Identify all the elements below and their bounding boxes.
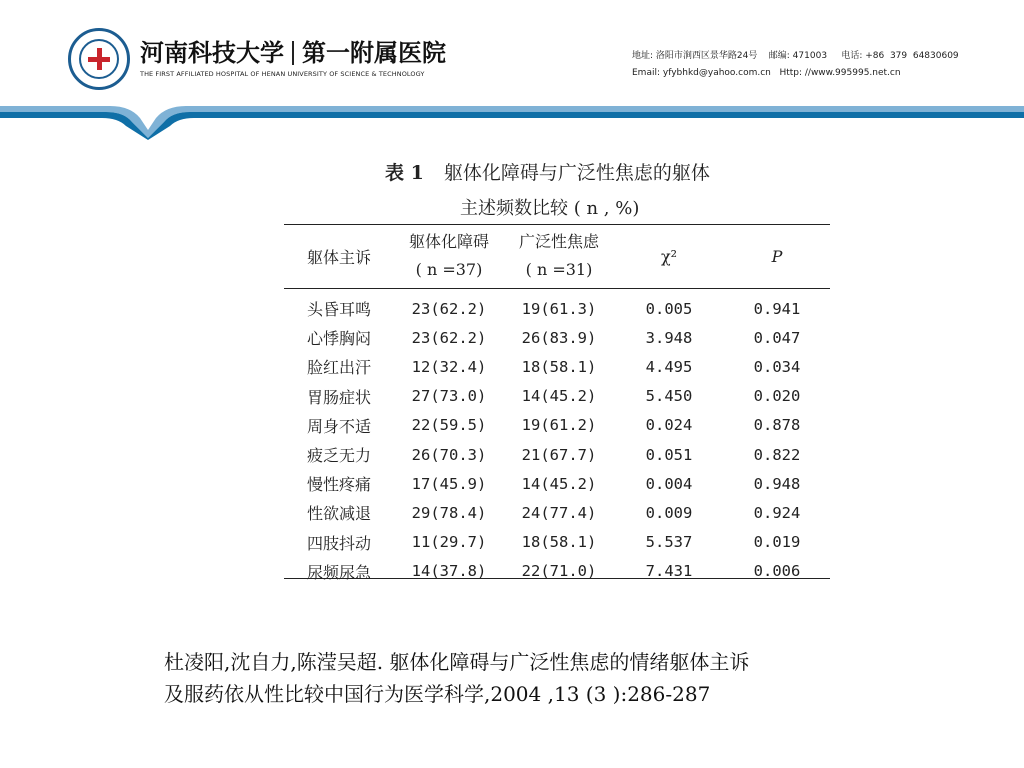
cell-p: 0.924	[753, 503, 801, 522]
name-separator	[292, 41, 294, 65]
cell-somatization: 26(70.3)	[411, 445, 487, 464]
cell-symptom: 头昏耳鸣	[306, 300, 371, 320]
cell-p: 0.941	[753, 299, 801, 318]
cell-somatization: 22(59.5)	[411, 416, 487, 435]
table-title-text: 躯体化障碍与广泛性焦虑的躯体	[443, 162, 710, 184]
cell-chi2: 0.051	[645, 445, 693, 464]
cell-anxiety: 21(67.7)	[521, 445, 597, 464]
data-table	[284, 224, 830, 586]
table-row	[284, 382, 830, 411]
cell-symptom: 周身不适	[306, 416, 371, 436]
header-p-value: P	[771, 246, 783, 266]
cell-anxiety: 14(45.2)	[521, 474, 597, 493]
citation-line-2: 及服药依从性比较中国行为医学科学,2004 ,13 (3 ):286-287	[164, 682, 711, 706]
email-web-line: Email: yfybhkd@yahoo.com.cn Http: //www.995995.net.cn	[632, 68, 901, 78]
table-row	[284, 294, 830, 323]
data-table-wrapper	[284, 224, 830, 580]
logo-inner-ring	[79, 39, 119, 79]
cell-somatization: 27(73.0)	[411, 387, 487, 406]
table-row	[284, 557, 830, 586]
cell-somatization: 14(37.8)	[411, 562, 487, 581]
table-title	[385, 158, 710, 185]
cell-p: 0.019	[753, 533, 801, 552]
header-somatization-name: 躯体化障碍	[408, 232, 489, 251]
hospital-logo	[68, 28, 130, 90]
cell-anxiety: 18(58.1)	[521, 357, 597, 376]
table-header-row	[284, 224, 830, 288]
cell-symptom: 脸红出汗	[306, 358, 371, 378]
cell-symptom: 胃肠症状	[306, 387, 371, 407]
table-row	[284, 498, 830, 527]
header-chi-square: χ²	[660, 246, 678, 266]
hospital-name	[140, 38, 446, 68]
table-subtitle: 主述频数比较 ( n , %)	[460, 198, 640, 219]
cell-anxiety: 18(58.1)	[521, 533, 597, 552]
cell-somatization: 23(62.2)	[411, 299, 487, 318]
cell-symptom: 疲乏无力	[306, 446, 371, 466]
cell-p: 0.822	[753, 445, 801, 464]
cell-chi2: 0.005	[645, 299, 693, 318]
cell-somatization: 12(32.4)	[411, 357, 487, 376]
cell-anxiety: 19(61.3)	[521, 299, 597, 318]
cell-chi2: 7.431	[645, 562, 693, 581]
table-row	[284, 411, 830, 440]
table-row	[284, 440, 830, 469]
cell-chi2: 4.495	[645, 357, 693, 376]
header-anxiety-n: ( n =31)	[525, 260, 593, 279]
table-row	[284, 469, 830, 498]
header-symptom: 躯体主诉	[306, 247, 371, 267]
cell-chi2: 3.948	[645, 328, 693, 347]
cell-chi2: 0.004	[645, 474, 693, 493]
cell-symptom: 性欲减退	[306, 504, 371, 524]
cell-symptom: 四肢抖动	[306, 533, 371, 553]
header-somatization	[394, 224, 504, 288]
cell-anxiety: 24(77.4)	[521, 503, 597, 522]
cell-symptom: 尿频尿急	[306, 562, 371, 582]
affiliate-name: 第一附属医院	[302, 38, 446, 67]
university-name: 河南科技大学	[140, 38, 284, 67]
citation-text	[164, 646, 944, 710]
red-cross-icon-bar	[88, 57, 110, 62]
cell-chi2: 5.537	[645, 533, 693, 552]
cell-p: 0.034	[753, 357, 801, 376]
cell-somatization: 17(45.9)	[411, 474, 487, 493]
cell-anxiety: 14(45.2)	[521, 387, 597, 406]
cell-chi2: 5.450	[645, 387, 693, 406]
header-band	[0, 100, 1024, 140]
cell-somatization: 23(62.2)	[411, 328, 487, 347]
cell-chi2: 0.009	[645, 503, 693, 522]
cell-anxiety: 19(61.2)	[521, 416, 597, 435]
cell-p: 0.948	[753, 474, 801, 493]
cell-p: 0.047	[753, 328, 801, 347]
table-row	[284, 352, 830, 381]
citation-line-1: 杜凌阳,沈自力,陈滢吴超. 躯体化障碍与广泛性焦虑的情绪躯体主诉	[164, 650, 750, 674]
table-row	[284, 323, 830, 352]
header-anxiety	[504, 224, 614, 288]
cell-p: 0.020	[753, 387, 801, 406]
cell-somatization: 11(29.7)	[411, 533, 487, 552]
slide-header	[0, 0, 1024, 140]
table-row	[284, 528, 830, 557]
cell-chi2: 0.024	[645, 416, 693, 435]
cell-anxiety: 26(83.9)	[521, 328, 597, 347]
cell-symptom: 慢性疼痛	[306, 475, 371, 495]
cell-somatization: 29(78.4)	[411, 503, 487, 522]
header-anxiety-name: 广泛性焦虑	[518, 232, 599, 251]
hospital-english-name: THE FIRST AFFILIATED HOSPITAL OF HENAN UNIVERSITY OF SCIENCE & TECHNOLOGY	[140, 70, 425, 78]
cell-p: 0.878	[753, 416, 801, 435]
contact-info	[632, 48, 959, 82]
cell-anxiety: 22(71.0)	[521, 562, 597, 581]
header-somatization-n: ( n =37)	[415, 260, 483, 279]
cell-symptom: 心悸胸闷	[306, 329, 371, 349]
cell-p: 0.006	[753, 562, 801, 581]
address-line: 地址: 洛阳市涧西区景华路24号 邮编: 471003 电话: +86 379 64830609	[632, 51, 959, 61]
table-label: 表 1	[385, 162, 424, 184]
